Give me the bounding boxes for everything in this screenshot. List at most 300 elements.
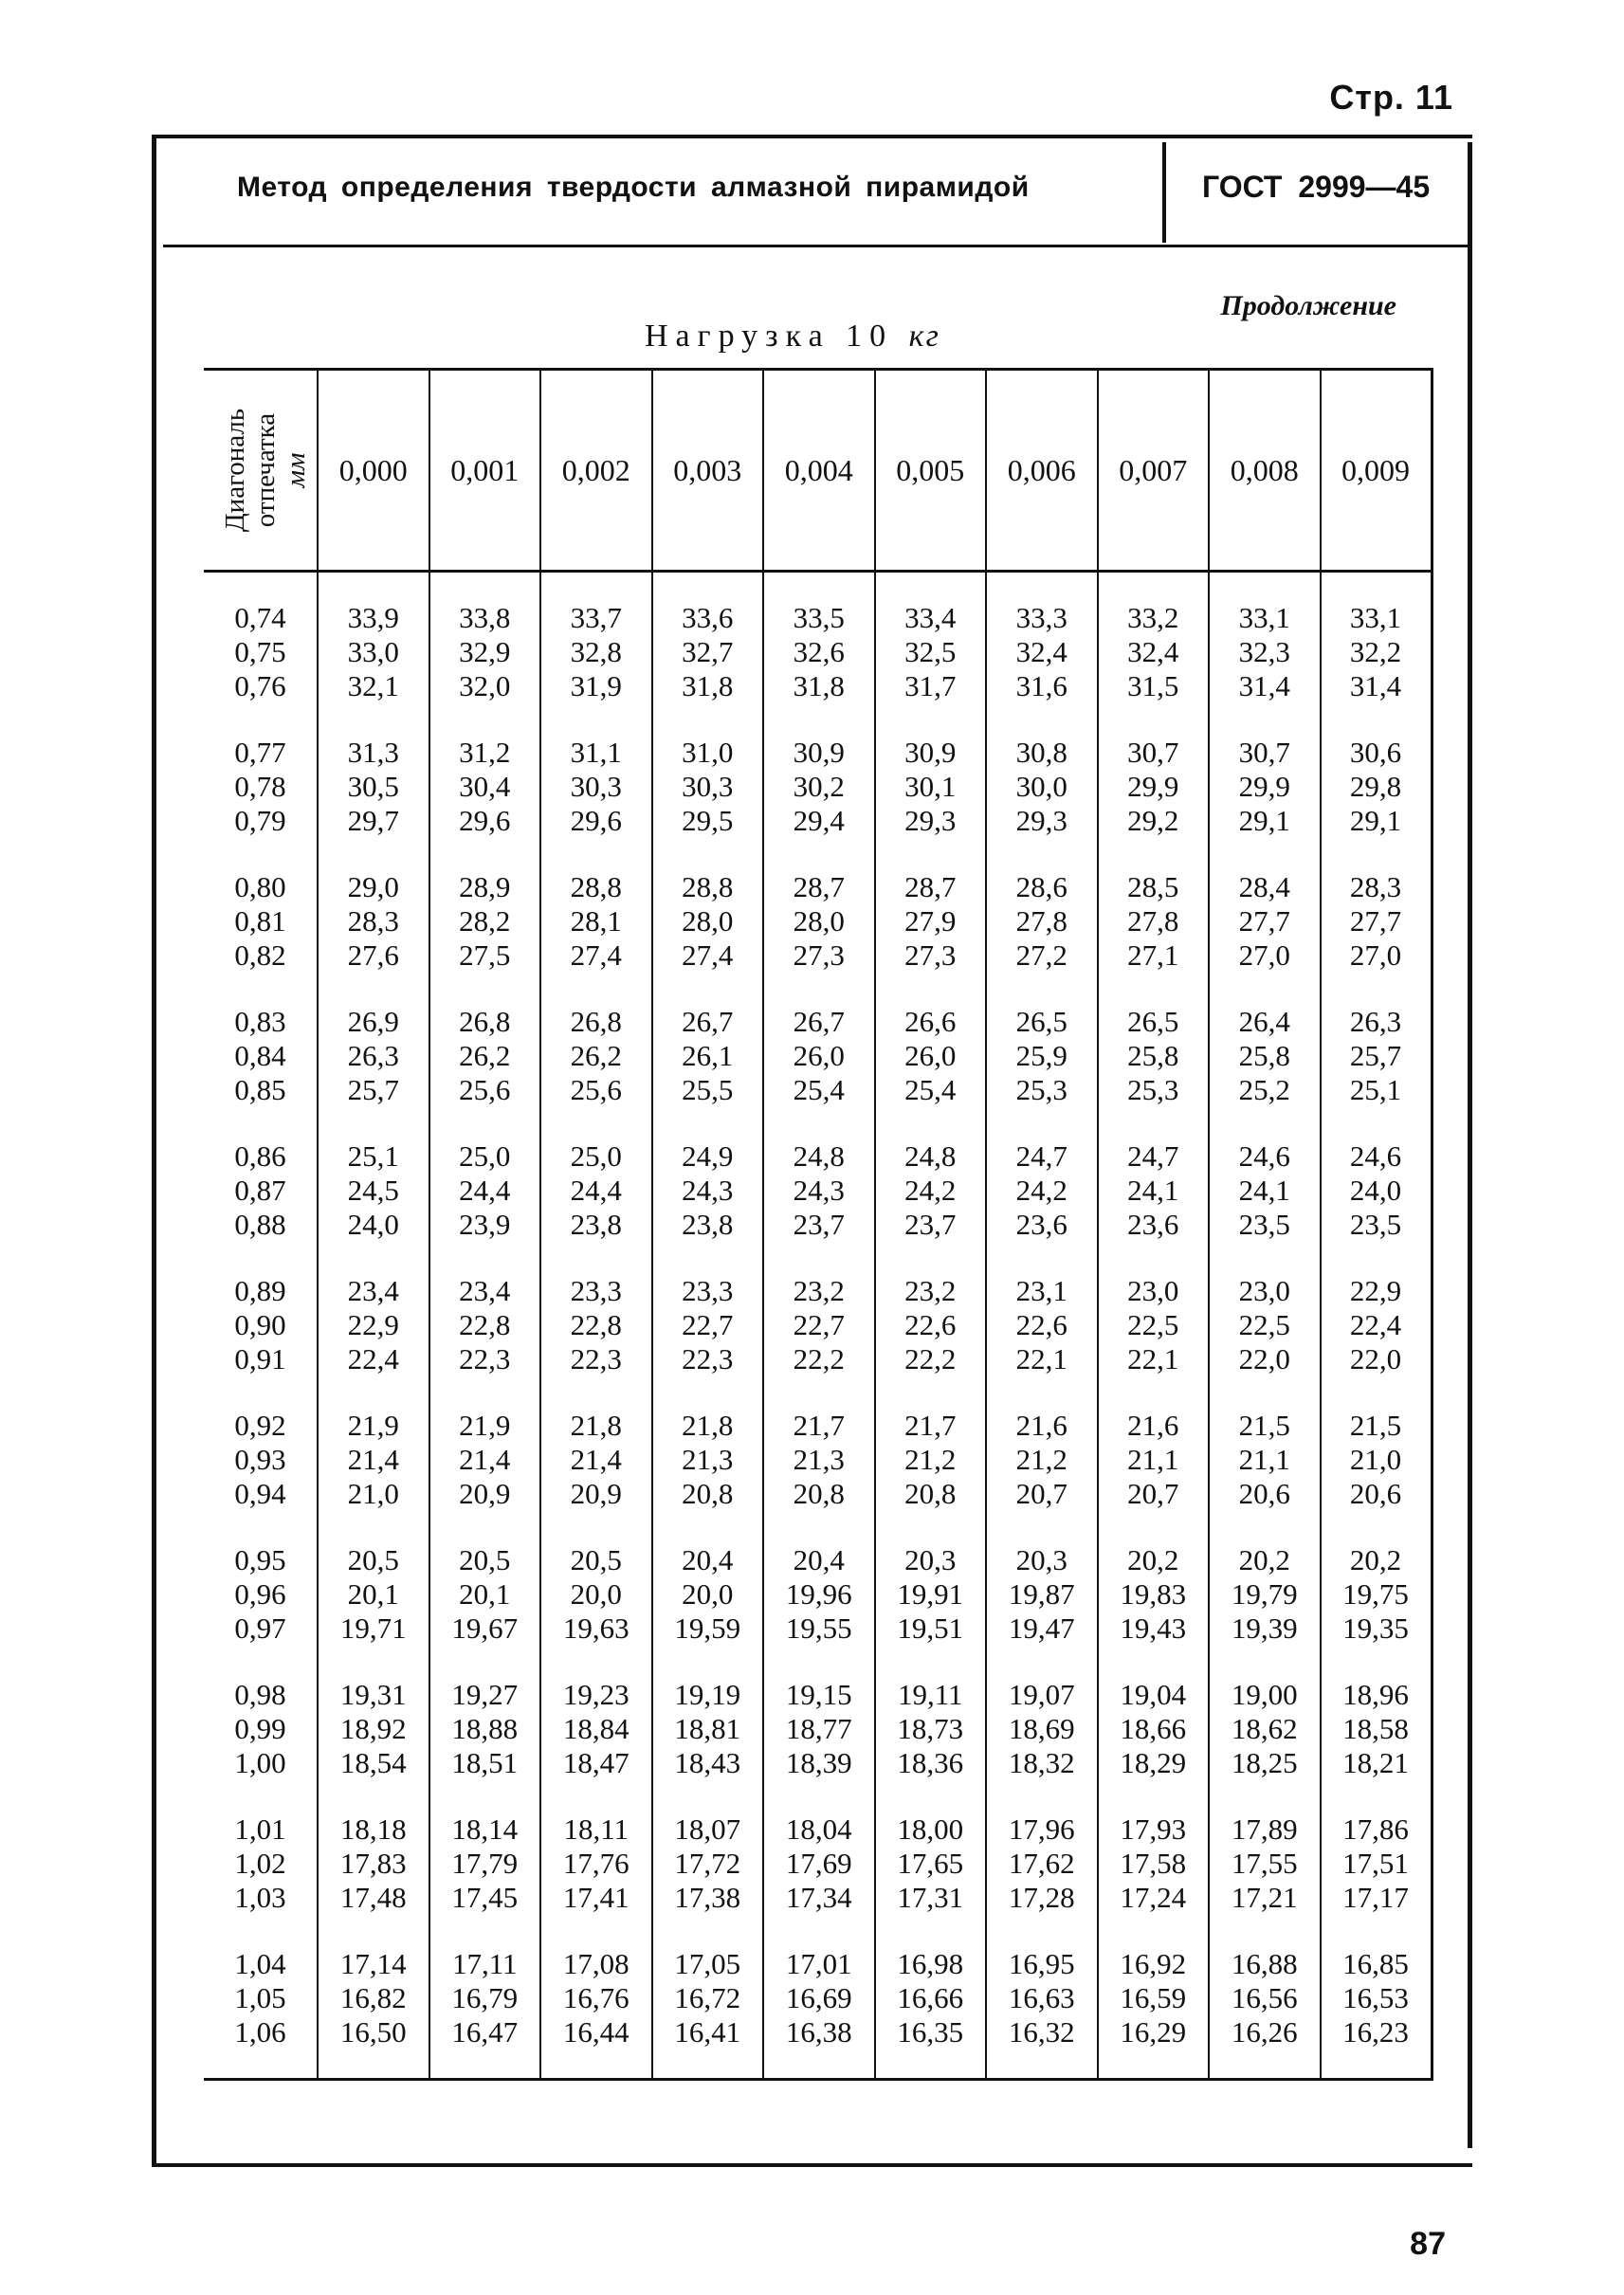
table-row-group	[204, 1648, 1432, 1782]
diagonal-cell	[204, 705, 318, 840]
diagonal-cell	[204, 1109, 318, 1244]
hardness-value: 25,8	[1238, 1039, 1290, 1072]
hardness-cell	[1321, 1513, 1432, 1648]
hardness-value: 16,26	[1231, 2015, 1298, 2049]
hardness-value: 26,3	[347, 1039, 399, 1072]
table-row-group	[204, 1109, 1432, 1244]
hardness-value: 22,7	[682, 1308, 734, 1341]
hardness-cell	[763, 1378, 875, 1513]
hardness-value: 32,4	[1127, 635, 1179, 668]
hardness-cell	[875, 572, 987, 706]
diagonal-value: 0,87	[234, 1174, 286, 1207]
hardness-value: 17,14	[339, 1947, 407, 1980]
hardness-value: 17,45	[451, 1881, 519, 1914]
hardness-value: 20,2	[1349, 1543, 1402, 1576]
hardness-value: 21,6	[1015, 1409, 1067, 1442]
hardness-value: 22,7	[793, 1308, 845, 1341]
hardness-cell	[429, 572, 541, 706]
hardness-cell	[763, 974, 875, 1109]
hardness-value: 27,2	[1015, 938, 1067, 972]
hardness-value: 18,29	[1120, 1746, 1187, 1779]
hardness-value: 18,77	[785, 1712, 852, 1745]
hardness-value: 20,9	[459, 1477, 511, 1510]
column-header: 0,001	[429, 370, 541, 572]
hardness-cell	[875, 1109, 987, 1244]
hardness-value: 16,53	[1342, 1981, 1409, 2014]
hardness-value: 18,18	[339, 1812, 407, 1846]
hardness-value: 19,07	[1008, 1678, 1075, 1711]
hardness-value: 17,86	[1342, 1812, 1409, 1846]
hardness-value: 21,2	[1015, 1443, 1067, 1476]
frame-bottom-rule	[152, 2163, 1472, 2167]
hardness-value: 22,1	[1127, 1342, 1179, 1375]
hardness-value: 20,5	[570, 1543, 622, 1576]
hardness-value: 16,95	[1008, 1947, 1075, 1980]
hardness-value: 16,82	[339, 1981, 407, 2014]
hardness-value: 19,87	[1008, 1577, 1075, 1611]
hardness-value: 20,2	[1127, 1543, 1179, 1576]
column-header: 0,007	[1098, 370, 1210, 572]
hardness-value: 24,6	[1349, 1139, 1402, 1173]
hardness-value: 25,2	[1238, 1073, 1290, 1106]
hardness-value: 17,62	[1008, 1847, 1075, 1880]
hardness-value: 26,8	[459, 1005, 511, 1038]
hardness-value: 25,9	[1015, 1039, 1067, 1072]
hardness-cell	[1321, 840, 1432, 974]
hardness-value: 17,41	[562, 1881, 630, 1914]
table-row-group	[204, 974, 1432, 1109]
hardness-cell	[986, 974, 1098, 1109]
hardness-value: 30,0	[1015, 770, 1067, 803]
hardness-value: 25,7	[1349, 1039, 1402, 1072]
diagonal-value: 0,84	[234, 1039, 286, 1072]
hardness-value: 32,5	[904, 635, 957, 668]
hardness-value: 30,5	[347, 770, 399, 803]
hardness-cell	[763, 1244, 875, 1378]
hardness-cell	[1098, 1917, 1210, 2080]
hardness-value: 23,2	[904, 1274, 957, 1307]
hardness-value: 22,2	[904, 1342, 957, 1375]
hardness-value: 16,56	[1231, 1981, 1298, 2014]
hardness-value: 18,73	[897, 1712, 964, 1745]
page-number: 87	[1410, 2226, 1446, 2262]
hardness-cell	[1321, 1244, 1432, 1378]
hardness-value: 18,39	[785, 1746, 852, 1779]
hardness-cell	[318, 1917, 429, 2080]
hardness-value: 17,83	[339, 1847, 407, 1880]
hardness-cell	[1098, 840, 1210, 974]
hardness-cell	[540, 1782, 652, 1917]
hardness-cell	[429, 1378, 541, 1513]
hardness-cell	[1209, 1917, 1321, 2080]
hardness-value: 24,0	[347, 1208, 399, 1241]
hardness-value: 25,0	[459, 1139, 511, 1173]
diagonal-value: 0,78	[234, 770, 286, 803]
hardness-value: 28,0	[793, 904, 845, 938]
hardness-value: 22,4	[1349, 1308, 1402, 1341]
hardness-value: 18,81	[674, 1712, 741, 1745]
load-caption-unit: кг	[908, 319, 940, 354]
diagonal-value: 0,89	[234, 1274, 286, 1307]
hardness-cell	[1209, 840, 1321, 974]
hardness-value: 33,5	[793, 601, 845, 634]
hardness-cell	[652, 1378, 764, 1513]
hardness-value: 27,9	[904, 904, 957, 938]
diagonal-header-line2: отпечатка	[250, 412, 282, 527]
hardness-value: 21,1	[1238, 1443, 1290, 1476]
diagonal-value: 1,00	[234, 1746, 286, 1779]
hardness-value: 24,9	[682, 1139, 734, 1173]
hardness-value: 20,6	[1349, 1477, 1402, 1510]
diagonal-cell	[204, 840, 318, 974]
hardness-table	[204, 368, 1433, 2081]
hardness-value: 30,1	[904, 770, 957, 803]
hardness-value: 19,59	[674, 1612, 741, 1645]
hardness-value: 22,6	[1015, 1308, 1067, 1341]
hardness-value: 20,0	[570, 1577, 622, 1611]
hardness-cell	[429, 1244, 541, 1378]
hardness-value: 26,0	[793, 1039, 845, 1072]
hardness-value: 21,4	[459, 1443, 511, 1476]
hardness-value: 19,00	[1231, 1678, 1298, 1711]
hardness-cell	[875, 840, 987, 974]
hardness-value: 18,25	[1231, 1746, 1298, 1779]
diagonal-cell	[204, 1917, 318, 2080]
hardness-value: 27,8	[1015, 904, 1067, 938]
hardness-value: 30,3	[570, 770, 622, 803]
hardness-cell	[986, 705, 1098, 840]
hardness-value: 17,28	[1008, 1881, 1075, 1914]
hardness-value: 29,7	[347, 804, 399, 837]
diagonal-cell	[204, 974, 318, 1109]
hardness-value: 28,9	[459, 870, 511, 903]
hardness-cell	[429, 1917, 541, 2080]
hardness-value: 19,55	[785, 1612, 852, 1645]
diagonal-value: 0,81	[234, 904, 286, 938]
hardness-cell	[540, 572, 652, 706]
hardness-value: 27,8	[1127, 904, 1179, 938]
hardness-value: 29,4	[793, 804, 845, 837]
hardness-value: 23,0	[1238, 1274, 1290, 1307]
diagonal-value: 0,74	[234, 601, 286, 634]
hardness-value: 16,72	[674, 1981, 741, 2014]
hardness-value: 30,8	[1015, 736, 1067, 769]
hardness-value: 31,5	[1127, 669, 1179, 702]
hardness-value: 16,66	[897, 1981, 964, 2014]
hardness-value: 16,76	[562, 1981, 630, 2014]
diagonal-value: 1,05	[234, 1981, 286, 2014]
hardness-value: 17,65	[897, 1847, 964, 1880]
hardness-cell	[318, 1244, 429, 1378]
hardness-value: 17,55	[1231, 1847, 1298, 1880]
hardness-value: 32,8	[570, 635, 622, 668]
hardness-value: 23,5	[1349, 1208, 1402, 1241]
hardness-value: 18,96	[1342, 1678, 1409, 1711]
hardness-cell	[875, 1782, 987, 1917]
hardness-cell	[1209, 572, 1321, 706]
hardness-value: 21,0	[1349, 1443, 1402, 1476]
diagonal-header-unit: мм	[281, 451, 312, 488]
table-row-group	[204, 1513, 1432, 1648]
hardness-value: 27,0	[1238, 938, 1290, 972]
hardness-value: 24,4	[459, 1174, 511, 1207]
hardness-cell	[763, 1917, 875, 2080]
hardness-value: 30,9	[793, 736, 845, 769]
hardness-value: 20,1	[347, 1577, 399, 1611]
hardness-value: 32,0	[459, 669, 511, 702]
hardness-value: 24,8	[793, 1139, 845, 1173]
hardness-value: 18,92	[339, 1712, 407, 1745]
hardness-value: 25,7	[347, 1073, 399, 1106]
hardness-value: 23,7	[793, 1208, 845, 1241]
hardness-value: 29,3	[1015, 804, 1067, 837]
hardness-value: 26,7	[793, 1005, 845, 1038]
hardness-value: 16,92	[1120, 1947, 1187, 1980]
hardness-value: 20,7	[1127, 1477, 1179, 1510]
hardness-value: 23,5	[1238, 1208, 1290, 1241]
hardness-cell	[986, 1782, 1098, 1917]
frame-right-rule	[1468, 142, 1472, 2148]
hardness-value: 29,9	[1238, 770, 1290, 803]
hardness-cell	[875, 1917, 987, 2080]
hardness-value: 25,1	[347, 1139, 399, 1173]
hardness-cell	[763, 572, 875, 706]
hardness-value: 19,39	[1231, 1612, 1298, 1645]
hardness-value: 28,3	[347, 904, 399, 938]
hardness-value: 21,4	[347, 1443, 399, 1476]
standard-code: ГОСТ 2999—45	[1202, 170, 1431, 204]
hardness-value: 18,54	[339, 1746, 407, 1779]
hardness-cell	[652, 705, 764, 840]
hardness-cell	[540, 840, 652, 974]
hardness-value: 17,17	[1342, 1881, 1409, 1914]
column-header: 0,003	[652, 370, 764, 572]
hardness-value: 25,8	[1127, 1039, 1179, 1072]
hardness-value: 24,8	[904, 1139, 957, 1173]
hardness-cell	[1209, 974, 1321, 1109]
diagonal-value: 0,99	[234, 1712, 286, 1745]
hardness-value: 32,2	[1349, 635, 1402, 668]
hardness-value: 23,2	[793, 1274, 845, 1307]
hardness-value: 28,1	[570, 904, 622, 938]
hardness-value: 18,04	[785, 1812, 852, 1846]
frame-left-rule	[152, 137, 156, 2165]
hardness-cell	[1209, 705, 1321, 840]
hardness-value: 22,3	[682, 1342, 734, 1375]
table-row-group	[204, 1378, 1432, 1513]
table-row-group	[204, 840, 1432, 974]
hardness-cell	[540, 705, 652, 840]
hardness-value: 19,43	[1120, 1612, 1187, 1645]
diagonal-value: 0,91	[234, 1342, 286, 1375]
hardness-value: 29,6	[570, 804, 622, 837]
hardness-value: 20,2	[1238, 1543, 1290, 1576]
hardness-cell	[652, 840, 764, 974]
hardness-value: 22,2	[793, 1342, 845, 1375]
page-label: Стр. 11	[1329, 78, 1453, 117]
diagonal-value: 0,94	[234, 1477, 286, 1510]
hardness-cell	[1321, 1782, 1432, 1917]
hardness-value: 18,36	[897, 1746, 964, 1779]
hardness-value: 23,6	[1127, 1208, 1179, 1241]
hardness-value: 22,8	[570, 1308, 622, 1341]
diagonal-value: 0,92	[234, 1409, 286, 1442]
hardness-value: 20,0	[682, 1577, 734, 1611]
hardness-value: 16,35	[897, 2015, 964, 2049]
hardness-value: 33,3	[1015, 601, 1067, 634]
hardness-cell	[1321, 1648, 1432, 1782]
hardness-value: 16,59	[1120, 1981, 1187, 2014]
hardness-value: 20,6	[1238, 1477, 1290, 1510]
hardness-cell	[986, 572, 1098, 706]
hardness-value: 18,84	[562, 1712, 630, 1745]
hardness-value: 17,48	[339, 1881, 407, 1914]
hardness-cell	[1098, 1378, 1210, 1513]
hardness-value: 31,4	[1238, 669, 1290, 702]
table-row-group	[204, 1244, 1432, 1378]
hardness-value: 26,5	[1015, 1005, 1067, 1038]
hardness-value: 28,7	[904, 870, 957, 903]
hardness-value: 24,4	[570, 1174, 622, 1207]
hardness-value: 28,6	[1015, 870, 1067, 903]
hardness-cell	[763, 1782, 875, 1917]
hardness-value: 24,2	[1015, 1174, 1067, 1207]
diagonal-cell	[204, 1648, 318, 1782]
hardness-value: 20,3	[904, 1543, 957, 1576]
hardness-cell	[1098, 572, 1210, 706]
hardness-cell	[1098, 705, 1210, 840]
hardness-value: 23,4	[347, 1274, 399, 1307]
hardness-value: 32,3	[1238, 635, 1290, 668]
hardness-value: 22,1	[1015, 1342, 1067, 1375]
hardness-value: 27,6	[347, 938, 399, 972]
hardness-value: 19,35	[1342, 1612, 1409, 1645]
hardness-cell	[1321, 1378, 1432, 1513]
hardness-value: 21,3	[793, 1443, 845, 1476]
hardness-value: 24,3	[793, 1174, 845, 1207]
hardness-value: 21,5	[1238, 1409, 1290, 1442]
hardness-value: 25,3	[1015, 1073, 1067, 1106]
hardness-value: 27,4	[682, 938, 734, 972]
hardness-value: 16,23	[1342, 2015, 1409, 2049]
hardness-value: 28,3	[1349, 870, 1402, 903]
hardness-cell	[763, 840, 875, 974]
hardness-value: 23,4	[459, 1274, 511, 1307]
hardness-value: 24,5	[347, 1174, 399, 1207]
table-row-group	[204, 1782, 1432, 1917]
hardness-cell	[1098, 1648, 1210, 1782]
hardness-value: 26,4	[1238, 1005, 1290, 1038]
diagonal-value: 0,90	[234, 1308, 286, 1341]
hardness-value: 20,1	[459, 1577, 511, 1611]
hardness-value: 33,9	[347, 601, 399, 634]
hardness-value: 18,88	[451, 1712, 519, 1745]
hardness-value: 16,29	[1120, 2015, 1187, 2049]
hardness-cell	[318, 1513, 429, 1648]
hardness-value: 17,76	[562, 1847, 630, 1880]
hardness-cell	[763, 1109, 875, 1244]
hardness-value: 28,8	[682, 870, 734, 903]
hardness-value: 23,9	[459, 1208, 511, 1241]
hardness-value: 18,14	[451, 1812, 519, 1846]
diagonal-cell	[204, 1378, 318, 1513]
hardness-value: 17,31	[897, 1881, 964, 1914]
hardness-value: 30,7	[1238, 736, 1290, 769]
hardness-value: 17,24	[1120, 1881, 1187, 1914]
hardness-value: 19,75	[1342, 1577, 1409, 1611]
column-header: 0,006	[986, 370, 1098, 572]
hardness-value: 32,6	[793, 635, 845, 668]
hardness-value: 20,8	[904, 1477, 957, 1510]
hardness-value: 18,62	[1231, 1712, 1298, 1745]
hardness-cell	[652, 1782, 764, 1917]
diagonal-header-label	[220, 408, 311, 531]
hardness-value: 28,7	[793, 870, 845, 903]
hardness-value: 20,5	[347, 1543, 399, 1576]
hardness-value: 19,47	[1008, 1612, 1075, 1645]
hardness-value: 17,05	[674, 1947, 741, 1980]
hardness-value: 19,04	[1120, 1678, 1187, 1711]
hardness-cell	[763, 1513, 875, 1648]
hardness-cell	[1209, 1513, 1321, 1648]
hardness-value: 19,31	[339, 1678, 407, 1711]
hardness-value: 21,8	[682, 1409, 734, 1442]
hardness-value: 21,4	[570, 1443, 622, 1476]
hardness-value: 32,4	[1015, 635, 1067, 668]
hardness-value: 26,6	[904, 1005, 957, 1038]
hardness-value: 30,3	[682, 770, 734, 803]
hardness-value: 16,32	[1008, 2015, 1075, 2049]
hardness-value: 31,0	[682, 736, 734, 769]
hardness-value: 19,27	[451, 1678, 519, 1711]
hardness-value: 22,3	[570, 1342, 622, 1375]
hardness-value: 30,9	[904, 736, 957, 769]
hardness-value: 16,79	[451, 1981, 519, 2014]
hardness-cell	[318, 1109, 429, 1244]
hardness-cell	[986, 1917, 1098, 2080]
hardness-value: 27,5	[459, 938, 511, 972]
hardness-cell	[1209, 1244, 1321, 1378]
hardness-cell	[540, 1648, 652, 1782]
hardness-value: 26,0	[904, 1039, 957, 1072]
hardness-value: 21,8	[570, 1409, 622, 1442]
hardness-value: 25,1	[1349, 1073, 1402, 1106]
hardness-value: 17,93	[1120, 1812, 1187, 1846]
diagonal-value: 0,85	[234, 1073, 286, 1106]
hardness-value: 31,9	[570, 669, 622, 702]
hardness-value: 20,3	[1015, 1543, 1067, 1576]
hardness-value: 32,1	[347, 669, 399, 702]
hardness-cell	[540, 1378, 652, 1513]
hardness-value: 18,58	[1342, 1712, 1409, 1745]
hardness-value: 23,3	[570, 1274, 622, 1307]
hardness-value: 27,3	[904, 938, 957, 972]
hardness-value: 18,69	[1008, 1712, 1075, 1745]
hardness-value: 23,8	[682, 1208, 734, 1241]
hardness-value: 16,85	[1342, 1947, 1409, 1980]
hardness-cell	[318, 1648, 429, 1782]
table-row-group	[204, 572, 1432, 706]
hardness-value: 29,9	[1127, 770, 1179, 803]
hardness-value: 17,01	[785, 1947, 852, 1980]
hardness-cell	[1321, 572, 1432, 706]
hardness-value: 20,8	[793, 1477, 845, 1510]
hardness-cell	[652, 572, 764, 706]
hardness-value: 33,1	[1238, 601, 1290, 634]
document-title: Метод определения твердости алмазной пирамидой	[237, 172, 1030, 203]
hardness-value: 18,66	[1120, 1712, 1187, 1745]
table-body	[204, 572, 1432, 2080]
